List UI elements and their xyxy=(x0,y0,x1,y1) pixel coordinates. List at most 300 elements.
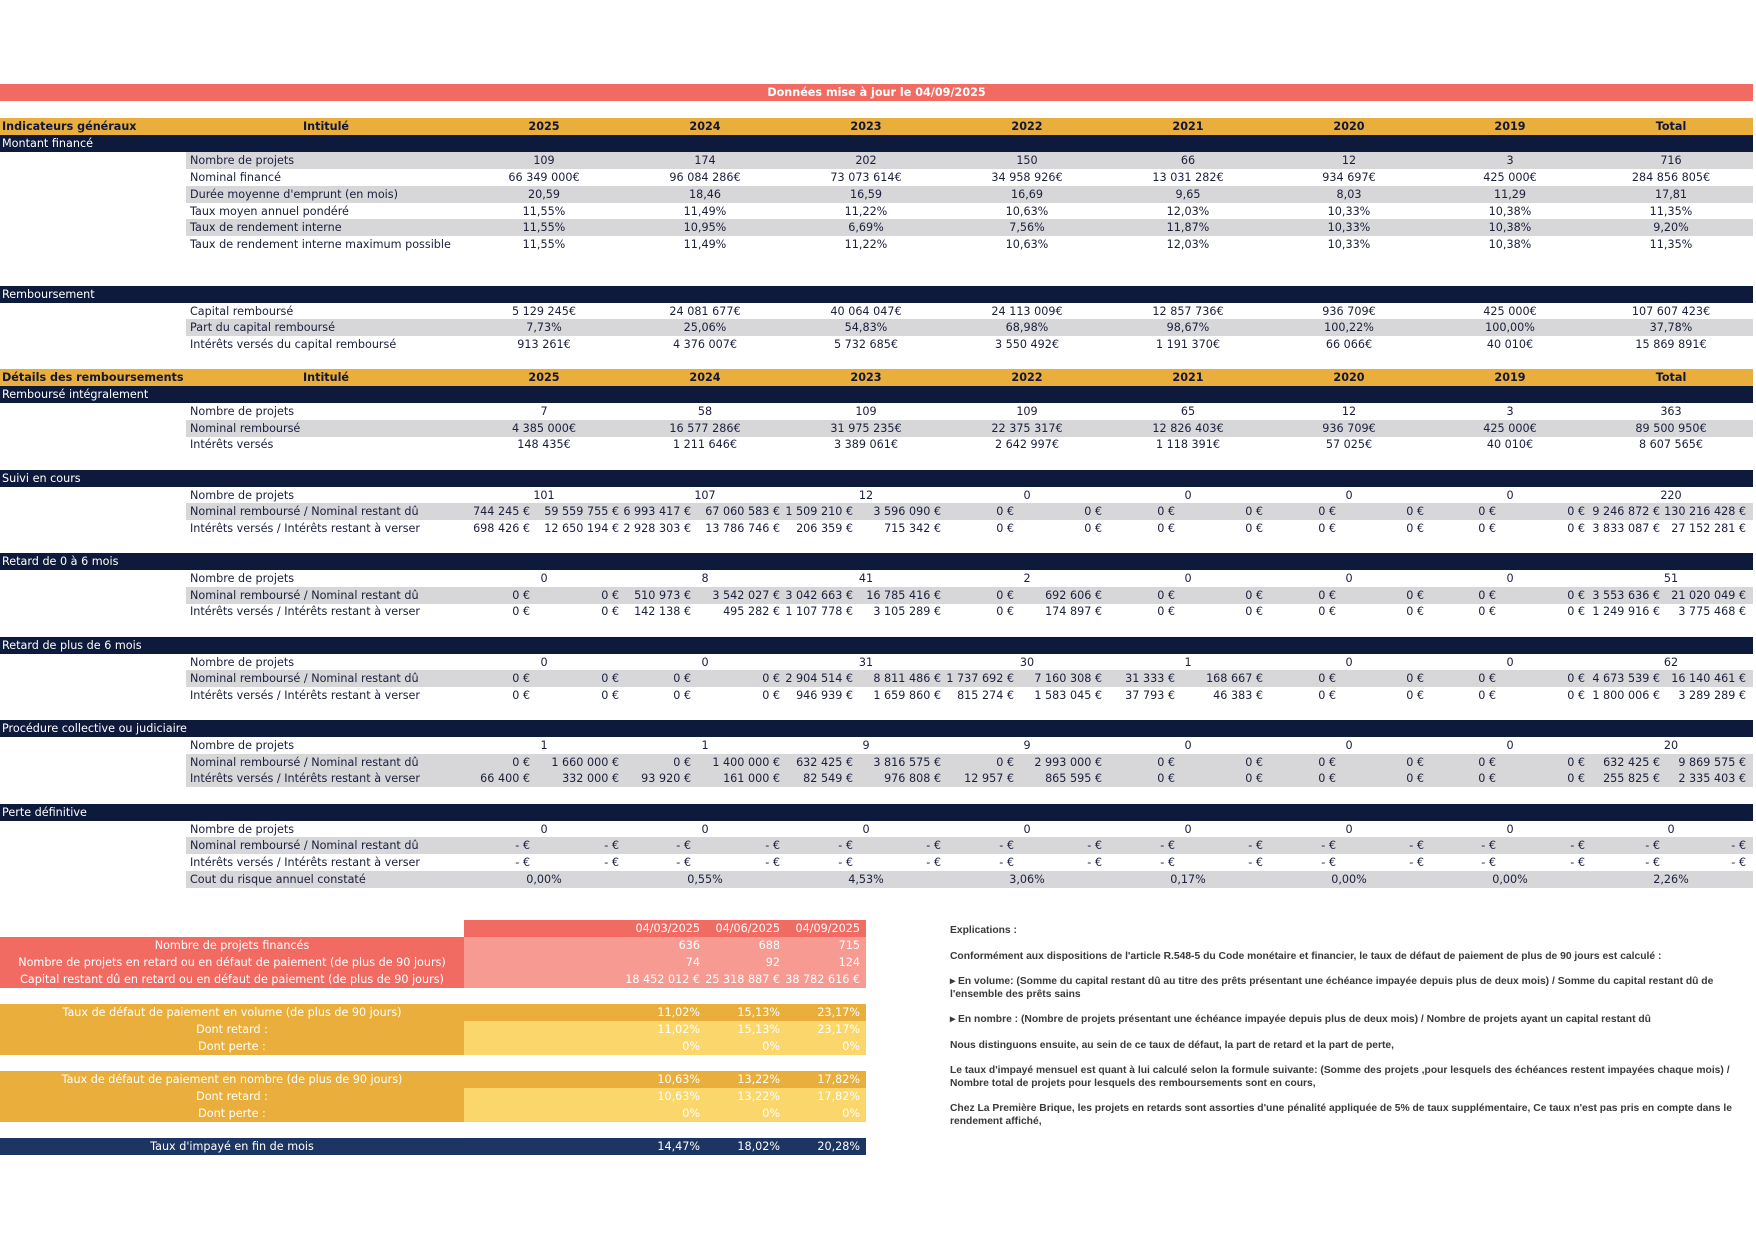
table-cell: 16,59 xyxy=(849,188,883,201)
table-cell: 25,06% xyxy=(683,321,727,334)
table-cell: 0 € xyxy=(601,689,619,702)
table-cell: 20,59 xyxy=(527,188,561,201)
table-cell: 0 € xyxy=(1318,505,1336,518)
table-cell: 11,87% xyxy=(1166,221,1210,234)
default-row-values xyxy=(464,971,866,988)
table-cell: 0 € xyxy=(1084,505,1102,518)
table-cell: 4 673 539 € xyxy=(1592,672,1660,685)
header-year: 2019 xyxy=(1494,120,1526,133)
table-cell: 3 xyxy=(1506,405,1514,418)
table-cell: - € xyxy=(765,839,780,852)
table-cell: 3 289 289 € xyxy=(1678,689,1746,702)
table-cell: 0 € xyxy=(1318,605,1336,618)
table-cell: - € xyxy=(1645,839,1660,852)
table-cell: 0 € xyxy=(1478,522,1496,535)
table-cell: - € xyxy=(1731,856,1746,869)
table-row xyxy=(0,603,1753,620)
table-cell: 0 xyxy=(1506,572,1514,585)
table-cell: 18,46 xyxy=(688,188,722,201)
table-cell: 0 € xyxy=(673,756,691,769)
table-cell: 3 389 061€ xyxy=(833,438,899,451)
default-row-value: 0% xyxy=(682,1107,700,1120)
table-cell: 11,55% xyxy=(522,205,566,218)
table-cell: - € xyxy=(999,839,1014,852)
table-cell: 8 xyxy=(701,572,709,585)
table-cell: 0 € xyxy=(601,672,619,685)
table-cell: 495 282 € xyxy=(723,605,780,618)
table-cell: 3,06% xyxy=(1009,873,1045,886)
table-cell: - € xyxy=(926,856,941,869)
table-cell: 65 xyxy=(1180,405,1196,418)
default-row-value: 20,28% xyxy=(817,1140,860,1153)
table-cell: 0 xyxy=(540,572,548,585)
table-row xyxy=(0,587,1753,604)
table-cell: 51 xyxy=(1663,572,1679,585)
row-label: Intérêts versés / Intérêts restant à verser xyxy=(190,605,421,618)
table-cell: 9 869 575 € xyxy=(1678,756,1746,769)
table-cell: 107 xyxy=(694,489,716,502)
row-label: Intérêts versés / Intérêts restant à verser xyxy=(190,689,421,702)
table-cell: 715 342 € xyxy=(884,522,941,535)
table-cell: 0 € xyxy=(1157,756,1175,769)
table-cell: 12 957 € xyxy=(964,772,1014,785)
table-cell: 0,00% xyxy=(1492,873,1528,886)
default-row-values xyxy=(464,1021,866,1038)
default-row-label xyxy=(0,954,464,971)
table-cell: 865 595 € xyxy=(1045,772,1102,785)
table-cell: 425 000€ xyxy=(1483,422,1537,435)
table-cell: 100,22% xyxy=(1324,321,1374,334)
table-cell: 11,22% xyxy=(844,205,888,218)
table-cell: 0 € xyxy=(1567,772,1585,785)
table-cell: 8 607 565€ xyxy=(1638,438,1704,451)
date-column-header: 04/09/2025 xyxy=(795,922,860,935)
table-cell: 220 xyxy=(1660,489,1682,502)
table-cell: 0 € xyxy=(512,756,530,769)
table-cell: 37,78% xyxy=(1649,321,1693,334)
default-row-value: 0% xyxy=(682,1040,700,1053)
table-cell: 31 333 € xyxy=(1125,672,1175,685)
table-cell: 0 xyxy=(1667,823,1675,836)
table-cell: 0 € xyxy=(1245,522,1263,535)
table-row xyxy=(0,186,1753,203)
table-cell: 82 549 € xyxy=(803,772,853,785)
table-cell: 0 € xyxy=(601,589,619,602)
table-row xyxy=(0,236,1753,253)
date-column-header: 04/06/2025 xyxy=(715,922,780,935)
table-cell: 0 € xyxy=(762,672,780,685)
default-row-value: 0% xyxy=(842,1040,860,1053)
table-cell: 59 559 755 € xyxy=(544,505,619,518)
default-row-label-text: Taux de défaut de paiement en nombre (de plus de 90 jours) xyxy=(61,1073,403,1086)
table-cell: 202 xyxy=(855,154,877,167)
table-cell: 0 xyxy=(1345,656,1353,669)
section-row xyxy=(0,720,1753,737)
table-cell: 0 € xyxy=(1406,522,1424,535)
default-row-value: 15,13% xyxy=(737,1023,780,1036)
table-cell: 10,63% xyxy=(1005,238,1049,251)
table-cell: 7,56% xyxy=(1009,221,1045,234)
table-cell: 0 xyxy=(1345,572,1353,585)
table-row xyxy=(0,737,1753,754)
section-row xyxy=(0,286,1753,303)
table-cell: - € xyxy=(926,839,941,852)
table-cell: 2 xyxy=(1023,572,1031,585)
table-cell: 0 € xyxy=(1406,672,1424,685)
table-cell: - € xyxy=(676,856,691,869)
table-cell: 0 xyxy=(1023,823,1031,836)
table-cell: 11,55% xyxy=(522,221,566,234)
table-cell: 206 359 € xyxy=(796,522,853,535)
row-label: Nombre de projets xyxy=(190,572,295,585)
table-cell: 0 € xyxy=(996,505,1014,518)
table-row xyxy=(0,336,1753,353)
default-row-label-text: Dont retard : xyxy=(196,1023,268,1036)
default-row-label-text: Dont retard : xyxy=(196,1090,268,1103)
section-title: Retard de 0 à 6 mois xyxy=(2,555,119,568)
table-cell: 0 € xyxy=(673,689,691,702)
default-row-label xyxy=(0,1021,464,1038)
table-cell: 67 060 583 € xyxy=(705,505,780,518)
explanations-paragraph: Conformément aux dispositions de l'article R.548-5 du Code monétaire et financier, le taux de défaut de paiement de plus de 90 jours est calculé : xyxy=(950,950,1662,962)
table-cell: 0 € xyxy=(1318,522,1336,535)
table-cell: 1 583 045 € xyxy=(1034,689,1102,702)
table-cell: 3 542 027 € xyxy=(712,589,780,602)
table-cell: 109 xyxy=(855,405,877,418)
table-cell: 5 732 685€ xyxy=(833,338,899,351)
table-cell: 73 073 614€ xyxy=(830,171,902,184)
table-row xyxy=(0,169,1753,186)
table-cell: 37 793 € xyxy=(1125,689,1175,702)
table-cell: 101 xyxy=(533,489,555,502)
table-cell: 632 425 € xyxy=(1603,756,1660,769)
table-cell: 0 € xyxy=(762,689,780,702)
table-row xyxy=(0,319,1753,336)
table-cell: 30 xyxy=(1019,656,1035,669)
table-cell: 15 869 891€ xyxy=(1635,338,1707,351)
row-label: Intérêts versés / Intérêts restant à verser xyxy=(190,772,421,785)
explanations-paragraph: ▸ En volume: (Somme du capital restant dû au titre des prêts présentant une échéance impayée depuis plus de deux mois) / Somme du capital restant dû de l'ensemble des prêts sains xyxy=(950,976,1714,1000)
row-label: Taux moyen annuel pondéré xyxy=(190,205,349,218)
table-cell: 936 709€ xyxy=(1322,305,1376,318)
table-cell: 0 xyxy=(1345,489,1353,502)
table-cell: 12 xyxy=(1341,154,1357,167)
table-cell: 11,35% xyxy=(1649,238,1693,251)
table-cell: 40 010€ xyxy=(1486,438,1534,451)
table-cell: 1 xyxy=(540,739,548,752)
default-row-values xyxy=(464,1105,866,1122)
table-cell: 3 775 468 € xyxy=(1678,605,1746,618)
table-cell: 0 € xyxy=(1406,756,1424,769)
table-cell: 692 606 € xyxy=(1045,589,1102,602)
table-cell: 22 375 317€ xyxy=(991,422,1063,435)
row-label: Cout du risque annuel constaté xyxy=(190,873,366,886)
table-cell: 3 553 636 € xyxy=(1592,589,1660,602)
row-label: Nominal remboursé / Nominal restant dû xyxy=(190,756,419,769)
table-cell: 0 xyxy=(1184,489,1192,502)
table-cell: - € xyxy=(1087,839,1102,852)
table-cell: 10,33% xyxy=(1327,221,1371,234)
default-row-values xyxy=(464,1038,866,1055)
table-cell: 6,69% xyxy=(848,221,884,234)
explanations-paragraph: ▸ En nombre : (Nombre de projets présentant une échéance impayée depuis plus de deux mois) / Nombre de projets ayant un capital restant dû xyxy=(950,1014,1651,1025)
table-cell: 24 113 009€ xyxy=(991,305,1063,318)
table-cell: 0 € xyxy=(1245,772,1263,785)
table-header-row xyxy=(0,118,1753,135)
table-cell: 1 xyxy=(701,739,709,752)
table-cell: 425 000€ xyxy=(1483,171,1537,184)
row-label: Nominal remboursé xyxy=(190,422,301,435)
table-cell: 0 € xyxy=(1406,505,1424,518)
table-cell: 107 607 423€ xyxy=(1631,305,1711,318)
table-cell: 332 000 € xyxy=(562,772,619,785)
table-cell: 10,63% xyxy=(1005,205,1049,218)
default-row-value: 636 xyxy=(678,939,700,952)
table-cell: 62 xyxy=(1663,656,1679,669)
default-row-value: 25 318 887 € xyxy=(705,973,780,986)
table-cell: 0,55% xyxy=(687,873,723,886)
table-cell: 174 xyxy=(694,154,716,167)
table-cell: 0 € xyxy=(1567,522,1585,535)
section-title: Procédure collective ou judiciaire xyxy=(2,722,187,735)
section-row xyxy=(0,386,1753,403)
table-cell: 0 € xyxy=(1157,605,1175,618)
row-label: Nombre de projets xyxy=(190,405,295,418)
header-year: 2025 xyxy=(528,371,560,384)
table-cell: 16,69 xyxy=(1010,188,1044,201)
table-cell: 0,00% xyxy=(526,873,562,886)
table-cell: 1 118 391€ xyxy=(1155,438,1221,451)
default-row-value: 688 xyxy=(758,939,780,952)
table-cell: 1 659 860 € xyxy=(873,689,941,702)
table-cell: 946 939 € xyxy=(796,689,853,702)
default-row-label-text: Dont perte : xyxy=(198,1040,266,1053)
table-cell: 16 140 461 € xyxy=(1671,672,1746,685)
table-row xyxy=(0,219,1753,236)
header-year: 2024 xyxy=(689,120,721,133)
default-row-value: 74 xyxy=(685,956,700,969)
row-label: Nombre de projets xyxy=(190,154,295,167)
table-cell: - € xyxy=(999,856,1014,869)
table-row xyxy=(0,570,1753,587)
table-cell: 130 216 428 € xyxy=(1664,505,1746,518)
default-row-label xyxy=(0,1004,464,1021)
table-cell: - € xyxy=(1481,839,1496,852)
table-cell: 1 509 210 € xyxy=(785,505,853,518)
default-row-label-text: Nombre de projets en retard ou en défaut de paiement (de plus de 90 jours) xyxy=(18,956,446,969)
table-cell: 0 € xyxy=(512,672,530,685)
table-row xyxy=(0,687,1753,704)
default-row-value: 0% xyxy=(762,1107,780,1120)
header-year: 2022 xyxy=(1011,120,1043,133)
table-cell: 0 xyxy=(1184,823,1192,836)
table-cell: 12 xyxy=(858,489,874,502)
header-year: 2023 xyxy=(850,371,882,384)
section-title: Remboursé intégralement xyxy=(2,388,149,401)
header-label-column: Intitulé xyxy=(302,120,350,133)
header-year: Total xyxy=(1655,371,1687,384)
table-cell: 0 € xyxy=(996,589,1014,602)
table-cell: 57 025€ xyxy=(1325,438,1373,451)
table-cell: 7,73% xyxy=(526,321,562,334)
table-cell: - € xyxy=(1481,856,1496,869)
table-cell: 0 € xyxy=(996,756,1014,769)
table-cell: 0 € xyxy=(1478,505,1496,518)
explanations-paragraph: Chez La Première Brique, les projets en retards sont assorties d'une pénalité appliquée de 5% de taux supplémentaire, Ce taux n'est pas pris en compte dans le rendement affiché, xyxy=(950,1103,1732,1127)
row-label: Part du capital remboursé xyxy=(190,321,335,334)
table-cell: 9 xyxy=(862,739,870,752)
table-cell: 2 904 514 € xyxy=(785,672,853,685)
table-row xyxy=(0,420,1753,437)
table-cell: 744 245 € xyxy=(473,505,530,518)
default-row-label-text: Taux d'impayé en fin de mois xyxy=(150,1140,314,1153)
table-cell: 0 € xyxy=(1406,772,1424,785)
default-table-header xyxy=(464,920,866,937)
section-title: Remboursement xyxy=(2,288,95,301)
table-cell: 0 € xyxy=(996,605,1014,618)
table-cell: 0 € xyxy=(1567,505,1585,518)
table-cell: 142 138 € xyxy=(634,605,691,618)
table-cell: 31 xyxy=(858,656,874,669)
table-cell: 174 897 € xyxy=(1045,605,1102,618)
explanations-paragraph: Nous distinguons ensuite, au sein de ce taux de défaut, la part de retard et la part de perte, xyxy=(950,1039,1395,1051)
table-cell: 0 € xyxy=(1245,589,1263,602)
table-cell: 17,81 xyxy=(1654,188,1688,201)
table-cell: 2 928 303 € xyxy=(623,522,691,535)
table-cell: 1 400 000 € xyxy=(712,756,780,769)
default-row-value: 18 452 012 € xyxy=(625,973,700,986)
table-cell: 3 833 087 € xyxy=(1592,522,1660,535)
row-label: Nominal remboursé / Nominal restant dû xyxy=(190,672,419,685)
table-cell: 168 667 € xyxy=(1206,672,1263,685)
default-row-label xyxy=(0,971,464,988)
default-row-value: 13,22% xyxy=(737,1073,780,1086)
table-cell: 0 € xyxy=(1478,756,1496,769)
table-cell: 0 € xyxy=(1567,756,1585,769)
table-cell: 109 xyxy=(1016,405,1038,418)
table-cell: 1 107 778 € xyxy=(785,605,853,618)
table-cell: - € xyxy=(515,856,530,869)
table-row xyxy=(0,754,1753,771)
header-year: 2021 xyxy=(1172,120,1204,133)
default-row-value: 38 782 616 € xyxy=(785,973,860,986)
row-label: Nombre de projets xyxy=(190,739,295,752)
table-cell: 0 € xyxy=(1084,522,1102,535)
table-cell: 936 709€ xyxy=(1322,422,1376,435)
default-row-value: 715 xyxy=(838,939,860,952)
table-cell: 0 € xyxy=(996,522,1014,535)
table-cell: 20 xyxy=(1663,739,1679,752)
table-cell: 5 129 245€ xyxy=(511,305,577,318)
table-cell: 0 € xyxy=(1478,672,1496,685)
section-row xyxy=(0,804,1753,821)
header-year: 2020 xyxy=(1333,120,1365,133)
table-cell: 1 800 006 € xyxy=(1592,689,1660,702)
table-cell: 12 650 194 € xyxy=(544,522,619,535)
default-row-value: 18,02% xyxy=(737,1140,780,1153)
table-cell: - € xyxy=(1570,839,1585,852)
default-row-value: 14,47% xyxy=(657,1140,700,1153)
section-row xyxy=(0,135,1753,152)
table-cell: 698 426 € xyxy=(473,522,530,535)
table-row xyxy=(0,670,1753,687)
table-cell: 284 856 805€ xyxy=(1631,171,1711,184)
default-row-value: 124 xyxy=(838,956,860,969)
section-row xyxy=(0,637,1753,654)
table-cell: 0 € xyxy=(1157,522,1175,535)
default-row-value: 10,63% xyxy=(657,1073,700,1086)
table-cell: 0,17% xyxy=(1170,873,1206,886)
table-cell: 0 € xyxy=(1318,756,1336,769)
table-cell: 9,20% xyxy=(1653,221,1689,234)
table-cell: 0 € xyxy=(1245,505,1263,518)
table-cell: 46 383 € xyxy=(1213,689,1263,702)
row-label: Intérêts versés / Intérêts restant à verser xyxy=(190,856,421,869)
table-cell: 1 191 370€ xyxy=(1155,338,1221,351)
header-year: Total xyxy=(1655,120,1687,133)
default-row-label xyxy=(0,1038,464,1055)
table-cell: 10,33% xyxy=(1327,205,1371,218)
table-cell: 0 xyxy=(701,656,709,669)
table-cell: 9 246 872 € xyxy=(1592,505,1660,518)
table-cell: 1 737 692 € xyxy=(946,672,1014,685)
table-cell: 0,00% xyxy=(1331,873,1367,886)
table-cell: - € xyxy=(1160,856,1175,869)
table-cell: 12 xyxy=(1341,405,1357,418)
header-group-title: Détails des remboursements xyxy=(2,371,184,384)
default-row-value: 15,13% xyxy=(737,1006,780,1019)
table-cell: 31 975 235€ xyxy=(830,422,902,435)
header-year: 2021 xyxy=(1172,371,1204,384)
default-row-value: 92 xyxy=(765,956,780,969)
table-cell: 3 xyxy=(1506,154,1514,167)
table-cell: 0 € xyxy=(1567,605,1585,618)
row-label: Nombre de projets xyxy=(190,823,295,836)
table-cell: 2,26% xyxy=(1653,873,1689,886)
table-cell: 21 020 049 € xyxy=(1671,589,1746,602)
table-cell: 2 993 000 € xyxy=(1034,756,1102,769)
table-cell: 10,38% xyxy=(1488,238,1532,251)
table-cell: 150 xyxy=(1016,154,1038,167)
date-column-header: 04/03/2025 xyxy=(635,922,700,935)
table-cell: 11,55% xyxy=(522,238,566,251)
default-row-values xyxy=(464,1088,866,1105)
table-cell: - € xyxy=(1731,839,1746,852)
default-row-value: 23,17% xyxy=(817,1006,860,1019)
table-cell: 815 274 € xyxy=(957,689,1014,702)
table-cell: 58 xyxy=(697,405,713,418)
table-cell: 913 261€ xyxy=(517,338,571,351)
table-cell: 10,95% xyxy=(683,221,727,234)
table-cell: 9 xyxy=(1023,739,1031,752)
table-cell: - € xyxy=(1087,856,1102,869)
default-row-label-text: Capital restant dû en retard ou en défaut de paiement (de plus de 90 jours) xyxy=(20,973,444,986)
table-cell: 98,67% xyxy=(1166,321,1210,334)
table-cell: 0 € xyxy=(512,689,530,702)
row-label: Nominal financé xyxy=(190,171,281,184)
table-cell: - € xyxy=(1409,839,1424,852)
table-cell: 40 010€ xyxy=(1486,338,1534,351)
table-row xyxy=(0,203,1753,220)
row-label: Durée moyenne d'emprunt (en mois) xyxy=(190,188,398,201)
table-cell: 716 xyxy=(1660,154,1682,167)
table-cell: 100,00% xyxy=(1485,321,1535,334)
header-year: 2025 xyxy=(528,120,560,133)
table-row xyxy=(0,837,1753,854)
table-cell: 0 xyxy=(1184,572,1192,585)
table-row xyxy=(0,503,1753,520)
default-row-label-text: Dont perte : xyxy=(198,1107,266,1120)
